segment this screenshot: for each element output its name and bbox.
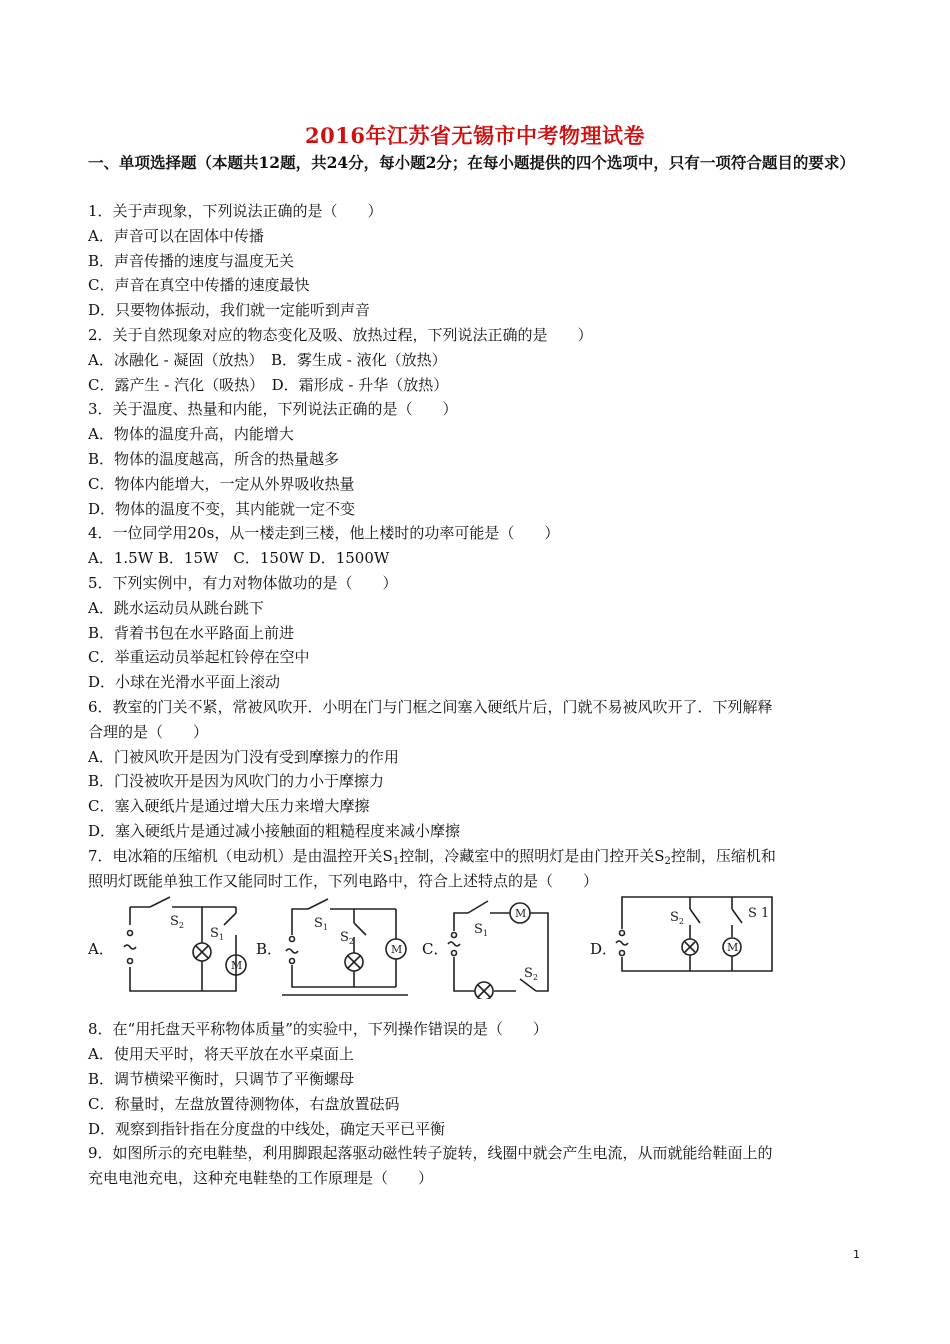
question-5-option-c: C．举重运动员举起杠铃停在空中 xyxy=(88,648,310,667)
circuit-c xyxy=(444,895,564,1003)
question-1-option-d: D．只要物体振动，我们就一定能听到声音 xyxy=(88,301,371,320)
circuit-a-s2-label: $S_2$ xyxy=(170,914,184,931)
question-9-stem-line2: 充电电池充电，这种充电鞋垫的工作原理是（ ） xyxy=(88,1169,434,1188)
circuit-a-s1-label: $S_1$ xyxy=(210,926,224,943)
circuit-c-s2-label: $S_2$ xyxy=(524,966,538,983)
question-3-option-b: B．物体的温度越高，所含的热量越多 xyxy=(88,449,340,468)
circuit-d-label: D． xyxy=(590,940,618,959)
question-2-options-cd: C．露产生 - 汽化（吸热） D．霜形成 - 升华（放热） xyxy=(88,375,449,394)
q7-text-3: 控制，压缩机和 xyxy=(670,846,776,865)
circuit-a-label: A． xyxy=(88,940,114,959)
question-5-stem: 5．下列实例中，有力对物体做功的是（ ） xyxy=(88,573,398,592)
question-5-option-a: A．跳水运动员从跳台跳下 xyxy=(88,598,264,617)
q7-sub-2: 2 xyxy=(664,855,671,867)
questions xyxy=(88,199,878,1191)
circuit-b-s2-label: $S_2$ xyxy=(340,930,354,947)
question-3-option-d: D．物体的温度不变，其内能就一定不变 xyxy=(88,499,356,518)
question-8-option-a: A．使用天平时，将天平放在水平桌面上 xyxy=(88,1045,354,1064)
q7-text-1: 7．电冰箱的压缩机（电动机）是由温控开关S xyxy=(88,846,393,865)
question-3-option-c: C．物体内能增大，一定从外界吸收热量 xyxy=(88,474,355,493)
question-6-option-b: B．门没被吹开是因为风吹门的力小于摩擦力 xyxy=(88,772,385,791)
exam-title: 2016年江苏省无锡市中考物理试卷 xyxy=(305,123,645,148)
section-heading: 一、单项选择题（本题共12题，共24分，每小题2分；在每小题提供的四个选项中，只有一项符合题目的要求） xyxy=(88,153,855,172)
page-number: 1 xyxy=(853,1248,860,1261)
circuit-a xyxy=(110,895,256,1003)
circuit-c-motor-label: M xyxy=(515,907,527,921)
circuit-b xyxy=(278,895,412,1003)
question-7-stem-line1 xyxy=(88,844,878,869)
q7-text-2: 控制，冷藏室中的照明灯是由门控开关S xyxy=(399,846,665,865)
question-1-option-c: C．声音在真空中传播的速度最快 xyxy=(88,276,310,295)
question-4-options: A．1.5W B．15W C．150W D．1500W xyxy=(88,549,390,568)
question-8-option-d: D．观察到指针指在分度盘的中线处，确定天平已平衡 xyxy=(88,1119,446,1138)
circuit-b-diagram xyxy=(278,895,412,999)
question-6-option-c: C．塞入硬纸片是通过增大压力来增大摩擦 xyxy=(88,797,370,816)
question-2-options-ab: A．冰融化 - 凝固（放热） B．雾生成 - 液化（放热） xyxy=(88,350,447,369)
question-7-stem-line2: 照明灯既能单独工作又能同时工作，下列电路中，符合上述特点的是（ ） xyxy=(88,871,599,890)
circuit-c-s1-label: $S_1$ xyxy=(474,922,488,939)
circuit-d xyxy=(614,895,778,1003)
q7-sub-1: 1 xyxy=(392,855,400,867)
question-1-stem: 1．关于声现象，下列说法正确的是（ ） xyxy=(88,202,383,220)
question-1-option-a: A．声音可以在固体中传播 xyxy=(88,226,264,245)
circuit-d-s2-label: $S_2$ xyxy=(670,910,684,927)
question-8-stem: 8．在“用托盘天平称物体质量”的实验中，下列操作错误的是（ ） xyxy=(88,1020,548,1039)
question-6-stem-line2: 合理的是（ ） xyxy=(88,722,209,741)
question-6-stem-line1: 6．教室的门关不紧，常被风吹开．小明在门与门框之间塞入硬纸片后，门就不易被风吹开了．下列解释 xyxy=(88,697,773,716)
question-6-option-a: A．门被风吹开是因为门没有受到摩擦力的作用 xyxy=(88,747,399,766)
question-6-option-d: D．塞入硬纸片是通过减小接触面的粗糙程度来减小摩擦 xyxy=(88,821,461,840)
circuit-diagrams xyxy=(88,893,878,1017)
circuit-b-s1-label: $S_1$ xyxy=(314,916,328,933)
question-4-stem: 4．一位同学用20s，从一楼走到三楼，他上楼时的功率可能是（ ） xyxy=(88,524,560,543)
question-3-option-a: A．物体的温度升高，内能增大 xyxy=(88,425,294,444)
circuit-d-diagram xyxy=(614,895,778,999)
question-8-option-c: C．称量时，左盘放置待测物体，右盘放置砝码 xyxy=(88,1094,400,1113)
question-5-option-d: D．小球在光滑水平面上滚动 xyxy=(88,673,281,692)
circuit-b-motor-label: M xyxy=(391,943,403,957)
question-1-option-b: B．声音传播的速度与温度无关 xyxy=(88,251,295,270)
question-3-stem: 3．关于温度、热量和内能，下列说法正确的是（ ） xyxy=(88,400,458,419)
question-9-stem-line1: 9．如图所示的充电鞋垫，利用脚跟起落驱动磁性转子旋转，线圈中就会产生电流，从而就能给鞋面上的 xyxy=(88,1144,773,1163)
circuit-d-s1-label: S 1 xyxy=(748,906,770,922)
question-5-option-b: B．背着书包在水平路面上前进 xyxy=(88,623,295,642)
circuit-c-diagram xyxy=(444,895,564,999)
circuit-c-label: C． xyxy=(422,940,449,959)
question-8-option-b: B．调节横梁平衡时，只调节了平衡螺母 xyxy=(88,1069,355,1088)
circuit-a-motor-label: M xyxy=(231,959,243,973)
circuit-a-diagram xyxy=(110,895,256,999)
circuit-d-motor-label: M xyxy=(727,941,739,955)
question-2-stem: 2．关于自然现象对应的物态变化及吸、放热过程，下列说法正确的是 ） xyxy=(88,325,593,344)
circuit-b-label: B． xyxy=(256,940,283,959)
